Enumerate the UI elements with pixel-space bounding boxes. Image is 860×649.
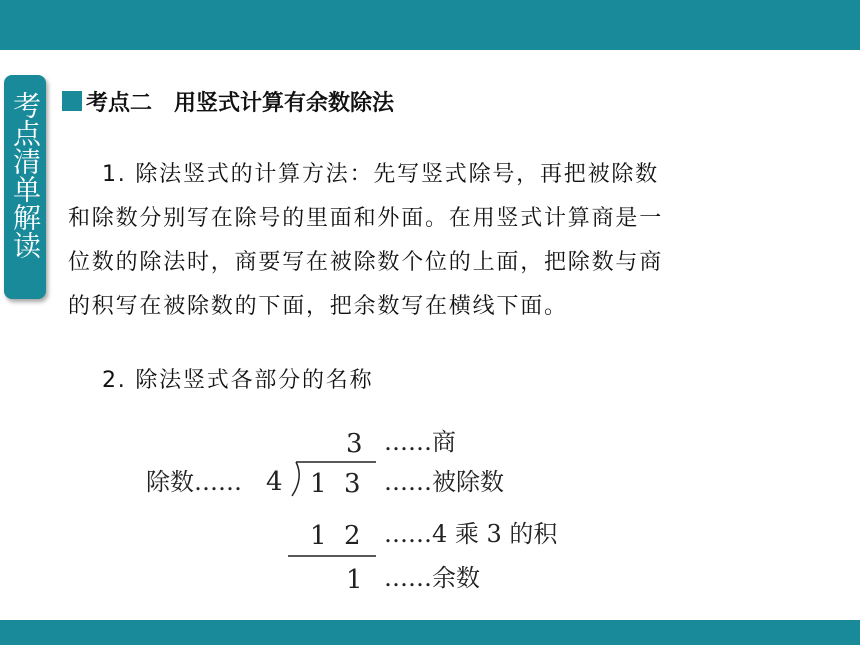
dividend-label: ……被除数 bbox=[384, 468, 504, 496]
division-bracket bbox=[292, 462, 299, 496]
quotient-digit: 3 bbox=[346, 429, 363, 459]
section-tab-label: 考点清单解读 bbox=[9, 91, 42, 259]
remainder-digit: 1 bbox=[346, 565, 363, 595]
paragraph-line: 1. 除法竖式的计算方法：先写竖式除号，再把被除数 bbox=[102, 162, 659, 187]
dividend-ones-digit: 3 bbox=[344, 469, 361, 499]
paragraph-line: 位数的除法时，商要写在被除数个位的上面，把除数与商 bbox=[68, 250, 664, 275]
paragraph-line: 和除数分别写在除号的里面和外面。在用竖式计算商是一 bbox=[68, 206, 664, 231]
product-ones-digit: 2 bbox=[344, 521, 361, 551]
product-tens-digit: 1 bbox=[310, 521, 327, 551]
parts-subheading: 2. 除法竖式各部分的名称 bbox=[102, 368, 374, 393]
divisor-digit: 4 bbox=[266, 467, 283, 497]
dividend-tens-digit: 1 bbox=[310, 469, 327, 499]
divisor-label: 除数…… bbox=[146, 468, 242, 496]
quotient-label: ……商 bbox=[384, 428, 456, 456]
bottom-banner bbox=[0, 620, 860, 645]
paragraph-line: 的积写在被除数的下面，把余数写在横线下面。 bbox=[68, 294, 568, 319]
remainder-label: ……余数 bbox=[384, 564, 480, 592]
section-heading-text: 考点二 用竖式计算有余数除法 bbox=[86, 90, 395, 116]
product-label: ……4 乘 3 的积 bbox=[384, 520, 558, 548]
